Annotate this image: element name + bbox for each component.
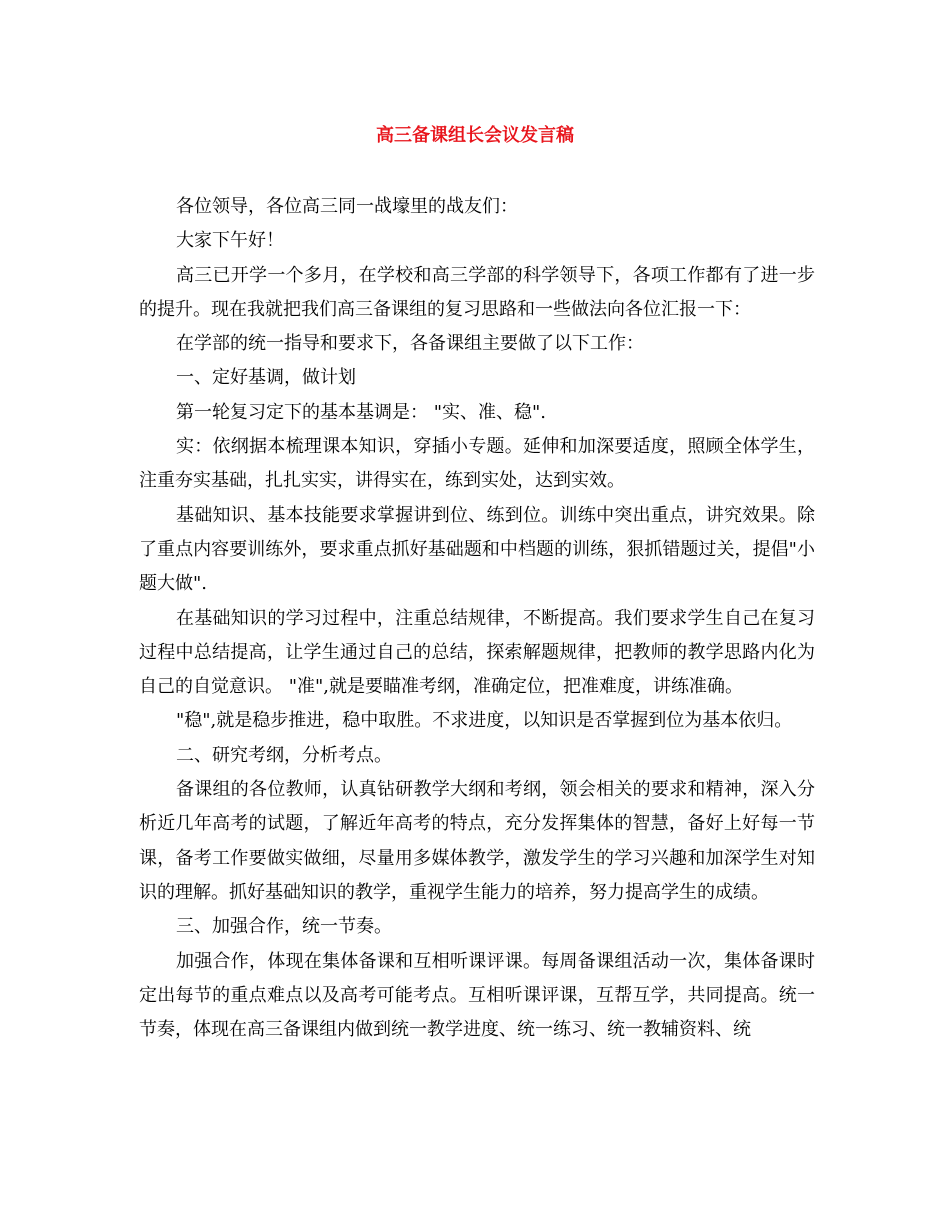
section-heading-1: 一、定好基调，做计划 bbox=[176, 367, 356, 389]
paragraph-wen: "稳",就是稳步推进，稳中取胜。不求进度，以知识是否掌握到位为基本依归。 bbox=[176, 710, 793, 732]
paragraph-intro: 高三已开学一个多月，在学校和高三学部的科学领导下，各项工作都有了进一步的提升。现在我就把我们高三备课组的复习思路和一些做法向各位汇报一下： bbox=[139, 264, 815, 320]
paragraph-research: 备课组的各位教师，认真钻研教学大纲和考纲，领会相关的要求和精神，深入分析近几年高考的试题，了解近年高考的特点，充分发挥集体的智慧，备好上好每一节课，备考工作要做实做细，尽量用多媒体教学，激发学生的学习兴趣和加深学生对知识的理解。抓好基础知识的教学，重视学生能力的培养，努力提高学生的成绩。 bbox=[139, 779, 815, 903]
paragraph-zhun: 在基础知识的学习过程中，注重总结规律，不断提高。我们要求学生自己在复习过程中总结提高，让学生通过自己的总结，探索解题规律，把教师的教学思路内化为自己的自觉意识。 "准",就是要瞄准考纲，准确定位，把准难度，讲练准确。 bbox=[139, 607, 815, 698]
paragraph-salutation: 大家下午好！ bbox=[176, 230, 284, 252]
document-title: 高三备课组长会议发言稿 bbox=[376, 125, 574, 146]
paragraph-overview: 在学部的统一指导和要求下，各备课组主要做了以下工作： bbox=[176, 333, 644, 355]
document-body bbox=[139, 190, 815, 1047]
paragraph-basics: 基础知识、基本技能要求掌握讲到位、练到位。训练中突出重点，讲究效果。除了重点内容要训练外，要求重点抓好基础题和中档题的训练，狠抓错题过关，提倡"小题大做". bbox=[139, 504, 815, 595]
paragraph-keynote: 第一轮复习定下的基本基调是： "实、准、稳". bbox=[176, 401, 546, 423]
paragraph-shi: 实：依纲据本梳理课本知识，穿插小专题。延伸和加深要适度，照顾全体学生，注重夯实基础，扎扎实实，讲得实在，练到实处，达到实效。 bbox=[139, 436, 815, 492]
section-heading-3: 三、加强合作，统一节奏。 bbox=[176, 916, 392, 938]
paragraph-greeting: 各位领导，各位高三同一战壕里的战友们： bbox=[176, 196, 518, 217]
section-heading-2: 二、研究考纲，分析考点。 bbox=[176, 744, 392, 766]
paragraph-cooperation: 加强合作，体现在集体备课和互相听课评课。每周备课组活动一次，集体备课时定出每节的重点难点以及高考可能考点。互相听课评课，互帮互学，共同提高。统一节奏，体现在高三备课组内做到统一教学进度、统一练习、统一教辅资料、统 bbox=[139, 950, 815, 1041]
